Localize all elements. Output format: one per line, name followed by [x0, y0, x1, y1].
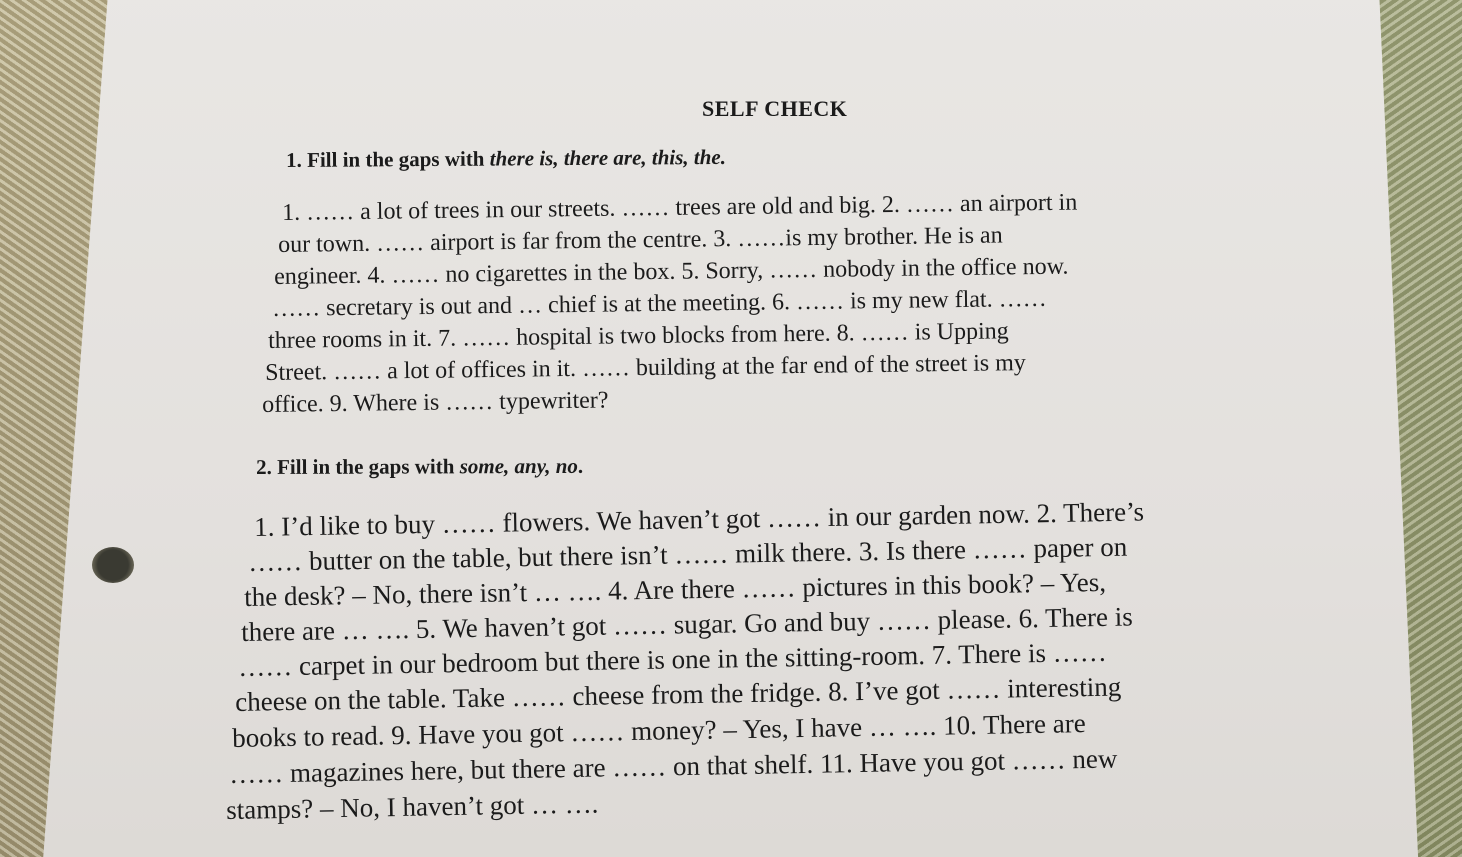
task-1-heading-words: there is, there are, this, the.	[489, 144, 727, 171]
task-1-heading-prefix: 1. Fill in the gaps with	[286, 146, 490, 172]
task-2-heading-words: some, any, no	[459, 453, 578, 479]
task-1-line: three rooms in it. 7. …… hospital is two blocks from here. 8. …… is Upping	[268, 318, 1009, 354]
task-1-line: 1. …… a lot of trees in our streets. …… trees are old and big. 2. …… an airport in	[282, 189, 1078, 226]
task-2-line: cheese on the table. Take …… cheese from the fridge. 8. I’ve got …… interesting	[235, 671, 1122, 717]
task-2-line: …… magazines here, but there are …… on that shelf. 11. Have you got …… new	[229, 743, 1118, 789]
task-1-line: our town. …… airport is far from the centre. 3. ……is my brother. He is an	[278, 222, 1003, 258]
task-2-line: there are … …. 5. We haven’t got …… sugar. Go and buy …… please. 6. There is	[241, 601, 1134, 647]
task-2-line: the desk? – No, there isn’t … …. 4. Are there …… pictures in this book? – Yes,	[244, 566, 1107, 612]
task-2-heading	[256, 454, 583, 480]
task-2-line: stamps? – No, I haven’t got … ….	[226, 788, 599, 825]
task-1-line: engineer. 4. …… no cigarettes in the box. 5. Sorry, …… nobody in the office now.	[274, 253, 1069, 290]
task-2-line: 1. I’d like to buy …… flowers. We haven’t got …… in our garden now. 2. There’s	[254, 496, 1145, 542]
task-1-line: office. 9. Where is …… typewriter?	[262, 387, 609, 418]
page-title: SELF CHECK	[702, 96, 848, 121]
task-1-line: …… secretary is out and … chief is at the meeting. 6. …… is my new flat. ……	[272, 285, 1047, 322]
task-2-heading-suffix: .	[577, 453, 584, 478]
task-1-line: Street. …… a lot of offices in it. …… building at the far end of the street is my	[265, 350, 1027, 386]
task-2-line: …… butter on the table, but there isn’t …… milk there. 3. Is there …… paper on	[248, 531, 1128, 577]
task-2-heading-prefix: 2. Fill in the gaps with	[256, 454, 460, 479]
task-1-heading	[286, 145, 726, 173]
task-2-line: …… carpet in our bedroom but there is one in the sitting-room. 7. There is ……	[238, 636, 1107, 682]
task-2-line: books to read. 9. Have you got …… money? – Yes, I have … …. 10. There are	[232, 708, 1086, 753]
